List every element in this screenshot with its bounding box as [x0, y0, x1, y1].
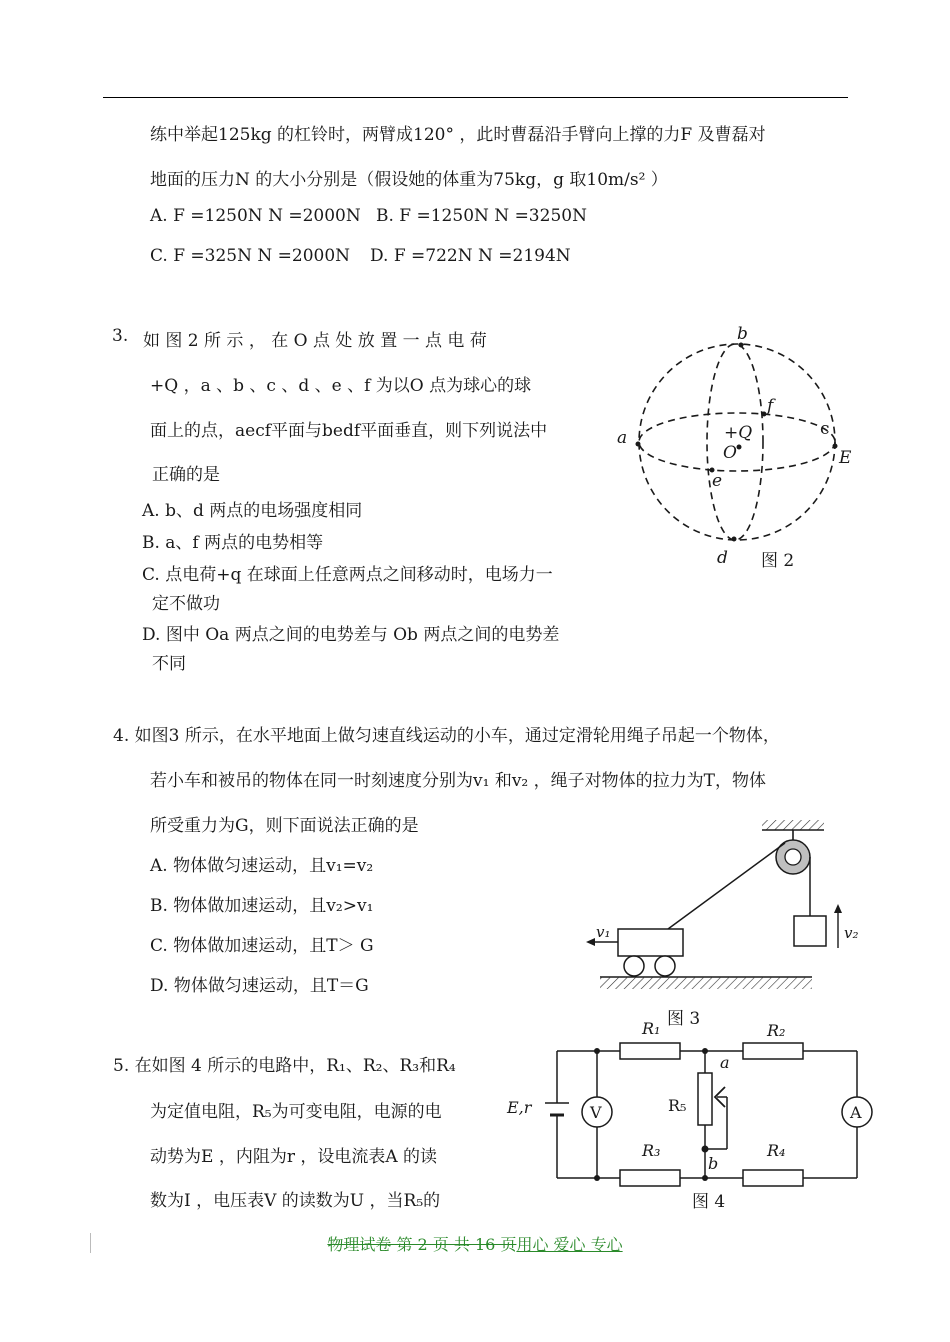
q3-option-d-line1: D. 图中 Oa 两点之间的电势差与 Ob 两点之间的电势差: [142, 625, 560, 645]
resistor-R1: [620, 1043, 680, 1059]
point-f: [762, 412, 767, 417]
label-plusQ: +Q: [724, 423, 753, 443]
label-Er: E,r: [507, 1098, 532, 1117]
q5-line4: 数为I ，电压表V 的读数为U ，当R₅的: [150, 1191, 441, 1211]
q2-option-d: D. F =722N N =2194N: [370, 246, 571, 266]
q3-option-a: A. b、d 两点的电场强度相同: [142, 501, 363, 521]
q4-option-c: C. 物体做加速运动，且T＞ G: [150, 936, 374, 956]
q3-option-d-line2: 不同: [152, 654, 186, 674]
q4-option-b: B. 物体做加速运动，且v₂>v₁: [150, 896, 374, 916]
junction-b-dot: [702, 1146, 709, 1153]
q2-line1: 练中举起125kg 的杠铃时，两臂成120° ，此时曹磊沿手臂向上撑的力F 及曹磊对: [150, 125, 766, 145]
point-O: [737, 445, 742, 450]
q5-line1: 5. 在如图 4 所示的电路中，R₁、R₂、R₃和R₄: [113, 1056, 456, 1076]
footer-slogan: 用心 爱心 专心: [516, 1235, 623, 1254]
q4-line1: 4. 如图3 所示，在水平地面上做匀速直线运动的小车，通过定滑轮用绳子吊起一个物体，: [113, 726, 780, 746]
hanging-block: [794, 916, 826, 946]
header-rule: [103, 97, 848, 98]
q2-option-c: C. F =325N N =2000N: [150, 246, 351, 266]
resistor-R4: [743, 1170, 803, 1186]
label-R3: R₃: [642, 1141, 661, 1160]
page-footer: [0, 1232, 950, 1255]
point-a: [636, 442, 641, 447]
ground-hatch: [600, 977, 812, 989]
rope-to-cart: [668, 843, 785, 929]
resistor-R5: [698, 1073, 712, 1125]
q2-option-b: B. F =1250N N =3250N: [376, 206, 587, 226]
ammeter-label: A: [850, 1103, 862, 1122]
junction-a-dot: [702, 1048, 708, 1054]
q3-line2: +Q ，a 、b 、c 、d 、e 、f 为以O 点为球心的球: [150, 376, 532, 396]
q5-line3: 动势为E ，内阻为r ，设电流表A 的读: [150, 1147, 438, 1167]
pulley-axle: [785, 849, 801, 865]
q2-line2: 地面的压力N 的大小分别是（假设她的体重为75kg，g 取10m/s² ）: [150, 170, 668, 190]
q3-option-b: B. a、f 两点的电势相等: [142, 533, 324, 553]
q4-line2: 若小车和被吊的物体在同一时刻速度分别为v₁ 和v₂ ，绳子对物体的拉力为T，物体: [150, 771, 766, 791]
junction-dot: [594, 1175, 600, 1181]
label-v2: v₂: [844, 924, 859, 942]
cart-wheel-left: [624, 956, 644, 976]
label-d: d: [717, 548, 728, 568]
label-E: E: [839, 448, 852, 468]
q4-option-d: D. 物体做匀速运动，且T＝G: [150, 976, 369, 996]
resistor-R3: [620, 1170, 680, 1186]
q3-line3: 面上的点，aecf平面与bedf平面垂直，则下列说法中: [150, 421, 548, 441]
label-e: e: [712, 471, 723, 491]
cart-body: [618, 929, 683, 956]
figure-4-caption: 图 4: [692, 1192, 726, 1212]
label-a-node: a: [720, 1053, 730, 1072]
voltmeter-label: V: [590, 1103, 602, 1122]
label-f: f: [767, 396, 774, 416]
label-b: b: [737, 324, 748, 344]
point-c: [833, 444, 838, 449]
q3-option-c-line2: 定不做功: [152, 594, 220, 614]
q3-number: 3.: [112, 326, 129, 346]
ceiling-hatch: [762, 820, 824, 830]
label-R2: R₂: [767, 1021, 786, 1040]
figure-2-caption: 图 2: [761, 551, 795, 571]
figure-3-pulley: [580, 812, 860, 1032]
q3-line4: 正确的是: [152, 465, 220, 485]
junction-dot: [702, 1175, 708, 1181]
v1-arrowhead: [586, 938, 595, 946]
label-c: c: [820, 419, 830, 439]
resistor-R2: [743, 1043, 803, 1059]
cart-wheel-right: [655, 956, 675, 976]
q5-line2: 为定值电阻，R₅为可变电阻，电源的电: [150, 1102, 442, 1122]
footer-page-info: 物理试卷 第 2 页 共 16 页: [327, 1235, 517, 1254]
point-d: [732, 537, 737, 542]
label-R5: R₅: [668, 1096, 687, 1115]
v2-arrowhead: [834, 904, 842, 913]
q4-line3: 所受重力为G，则下面说法正确的是: [150, 816, 419, 836]
q3-option-c-line1: C. 点电荷+q 在球面上任意两点之间移动时，电场力一: [142, 565, 553, 585]
q4-option-a: A. 物体做匀速运动，且v₁=v₂: [150, 856, 374, 876]
label-v1: v₁: [596, 923, 611, 941]
q3-line1: 如 图 2 所 示 ， 在 O 点 处 放 置 一 点 电 荷: [143, 331, 487, 351]
label-a: a: [617, 428, 628, 448]
label-O: O: [723, 443, 737, 463]
label-R1: R₁: [642, 1019, 661, 1038]
label-R4: R₄: [767, 1141, 786, 1160]
junction-dot: [594, 1048, 600, 1054]
label-b-node: b: [708, 1154, 719, 1173]
figure-2-sphere: [600, 320, 870, 580]
figure-3-caption: 图 3: [667, 1009, 701, 1029]
q2-option-a: A. F =1250N N =2000N: [150, 206, 361, 226]
figure-4-circuit: [505, 1015, 875, 1215]
